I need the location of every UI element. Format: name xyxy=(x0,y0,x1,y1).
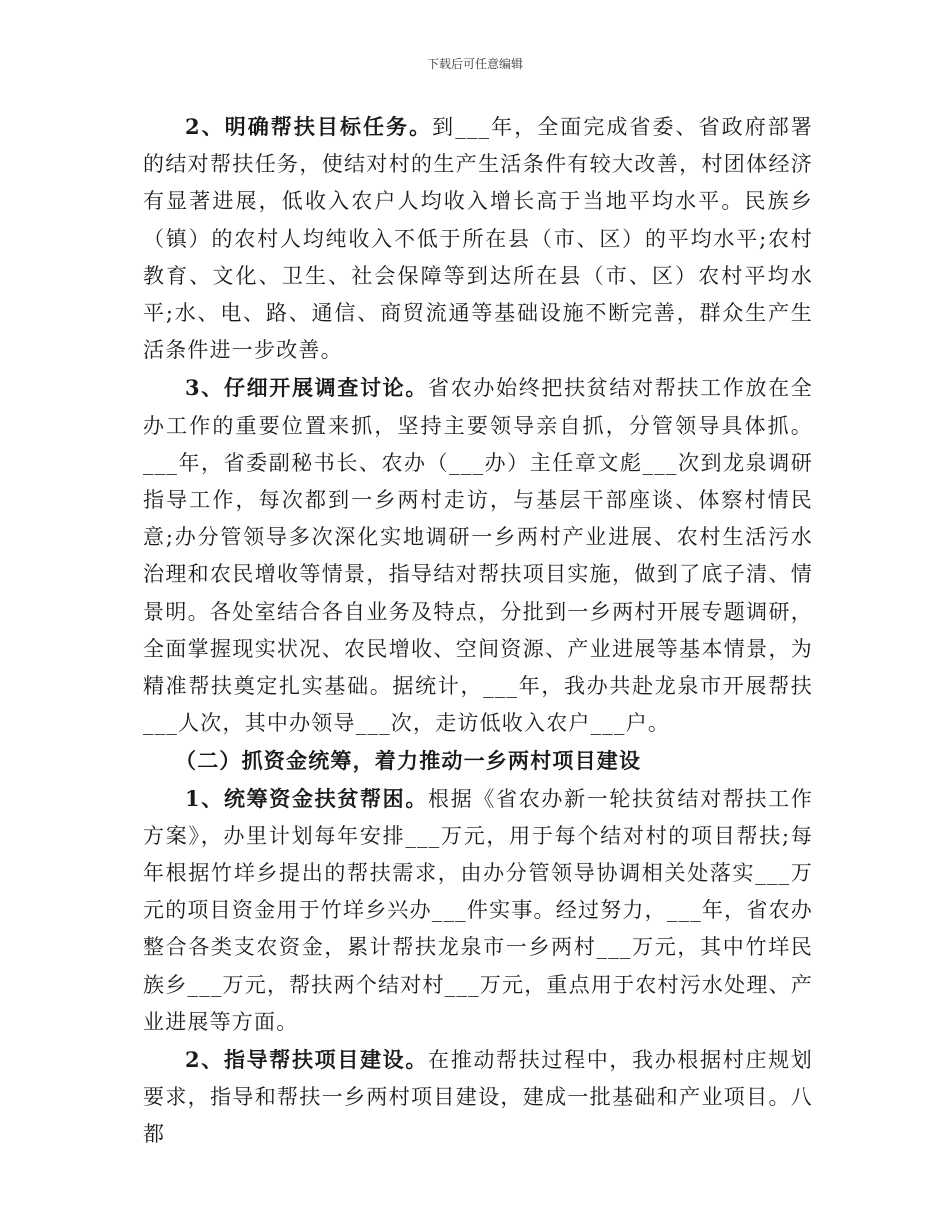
paragraph-funding xyxy=(143,780,813,1041)
paragraph-text: 省农办始终把扶贫结对帮扶工作放在全办工作的重要位置来抓，坚持主要领导亲自抓，分管领导具体抓。___年，省委副秘书长、农办（___办）主任章文彪___次到龙泉调研指导工作，每次都到一乡两村走访，与基层干部座谈、体察村情民意;办分管领导多次深化实地调研一乡两村产业进展、农村生活污水治理和农民增收等情景，指导结对帮扶项目实施，做到了底子清、情景明。各处室结合各自业务及特点，分批到一乡两村开展专题调研，全面掌握现实状况、农民增收、空间资源、产业进展等基本情景，为精准帮扶奠定扎实基础。据统计，___年，我办共赴龙泉市开展帮扶___人次，其中办领导___次，走访低收入农户___户。 xyxy=(143,376,814,736)
paragraph-lead: 2、指导帮扶项目建设。 xyxy=(185,1047,429,1073)
paragraph-text: 到___年，全面完成省委、省政府部署的结对帮扶任务，使结对村的生产生活条件有较大改善，村团体经济有显著进展，低收入农户人均收入增长高于当地平均水平。民族乡（镇）的农村人均纯收入不低于所在县（市、区）的平均水平;农村教育、文化、卫生、社会保障等到达所在县（市、区）农村平均水平;水、电、路、通信、商贸流通等基础设施不断完善，群众生产生活条件进一步改善。 xyxy=(143,115,813,363)
paragraph-projects xyxy=(143,1041,813,1154)
paragraph-lead: 1、统筹资金扶贫帮困。 xyxy=(185,785,429,811)
paragraph-text: 在推动帮扶过程中，我办根据村庄规划要求，指导和帮扶一乡两村项目建设，建成一批基础和产业项目。八都 xyxy=(143,1048,814,1147)
section-heading: （二）抓资金统筹，着力推动一乡两村项目建设 xyxy=(175,748,642,774)
paragraph-research xyxy=(143,369,813,742)
paragraph-text: 根据《省农办新一轮扶贫结对帮扶工作方案》，办里计划每年安排___万元，用于每个结对村的项目帮扶;每年根据竹垟乡提出的帮扶需求，由办分管领导协调相关处落实___万元的项目资金用于竹垟乡兴办___件实事。经过努力，___年，省农办整合各类支农资金，累计帮扶龙泉市一乡两村___万元，其中竹垟民族乡___万元，帮扶两个结对村___万元，重点用于农村污水处理、产业进展等方面。 xyxy=(143,786,814,1034)
paragraph-lead: 2、明确帮扶目标任务。 xyxy=(185,114,433,139)
document-body xyxy=(143,108,813,1154)
page-header: 下载后可任意编辑 xyxy=(426,57,523,71)
paragraph-lead: 3、仔细开展调查讨论。 xyxy=(185,375,429,401)
paragraph-goals xyxy=(143,108,813,369)
